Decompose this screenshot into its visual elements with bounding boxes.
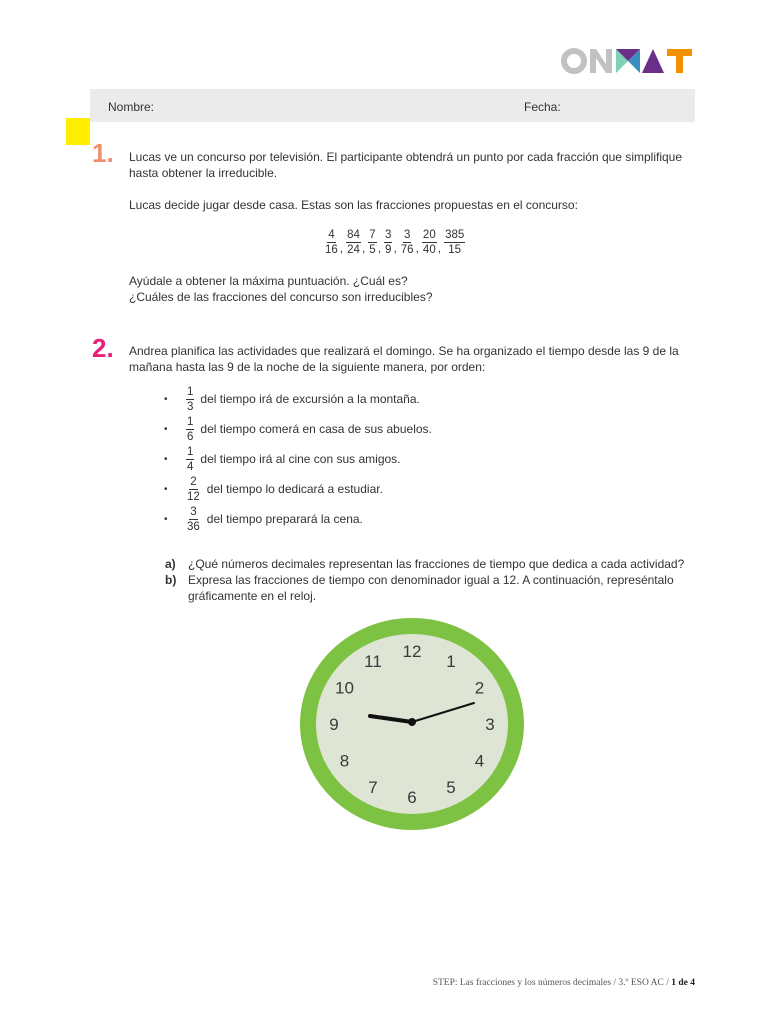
- clock-number: 10: [335, 678, 354, 698]
- exercise-1-question-1: Ayúdale a obtener la máxima puntuación. ¿Cuál es?: [129, 274, 408, 288]
- fraction: [368, 229, 376, 256]
- yellow-accent-square: [66, 118, 90, 145]
- bullet-point: •: [164, 453, 168, 465]
- fraction-denominator: 36: [187, 520, 200, 533]
- fraction-denominator: 5: [369, 244, 376, 256]
- clock-number: 5: [446, 778, 456, 798]
- fraction: [186, 506, 201, 533]
- fraction: [422, 229, 437, 256]
- activity-text: del tiempo lo dedicará a estudiar.: [206, 482, 383, 496]
- fraction: [324, 229, 339, 256]
- onmat-logo: [561, 48, 693, 74]
- header-bar: [90, 89, 695, 122]
- fraction-numerator: 2: [190, 475, 197, 488]
- fraction-numerator: 1: [187, 415, 194, 428]
- fraction-separator: ,: [415, 240, 419, 255]
- bullet-point: •: [164, 393, 168, 405]
- fraction: [186, 386, 194, 413]
- activity-item: [164, 444, 432, 474]
- clock-number: 2: [474, 678, 485, 698]
- clock-number: 3: [485, 715, 495, 734]
- part-b-text: Expresa las fracciones de tiempo con denominador igual a 12. A continuación, represéntalo gráficamente en el reloj.: [188, 573, 674, 603]
- part-a-text: ¿Qué números decimales representan las fracciones de tiempo que dedica a cada actividad?: [188, 557, 685, 571]
- exercise-1-number: 1.: [92, 138, 114, 168]
- activity-item: [164, 384, 432, 414]
- fraction-separator: ,: [377, 240, 382, 255]
- fraction-numerator: 84: [347, 229, 360, 241]
- clock-number: 6: [407, 788, 417, 807]
- activity-text: del tiempo preparará la cena.: [206, 512, 363, 526]
- fraction-separator: ,: [339, 240, 344, 255]
- date-label: Fecha:: [524, 100, 561, 114]
- clock-number: 7: [368, 778, 378, 798]
- footer: [0, 978, 695, 988]
- exercise-1-question-2: ¿Cuáles de las fracciones del concurso son irreducibles?: [129, 290, 433, 304]
- fraction-separator: ,: [393, 240, 397, 255]
- part-b-letter: b): [165, 573, 177, 587]
- activity-item: [164, 504, 432, 534]
- fraction-numerator: 20: [422, 229, 436, 241]
- activity-text: del tiempo comerá en casa de sus abuelos.: [200, 422, 432, 436]
- fraction-numerator: 1: [187, 445, 194, 458]
- activity-item: [164, 414, 432, 444]
- clock-number: 9: [329, 715, 339, 734]
- fraction-denominator: 3: [187, 400, 194, 413]
- fraction: [444, 229, 465, 256]
- fraction-denominator: 16: [325, 244, 338, 256]
- activity-text: del tiempo irá de excursión a la montaña.: [200, 392, 420, 406]
- fraction-denominator: 40: [422, 244, 436, 256]
- exercise-2-number: 2.: [92, 333, 114, 363]
- analog-clock: [300, 618, 524, 830]
- fraction: [186, 476, 201, 503]
- fraction-list: [324, 229, 465, 256]
- fraction-numerator: 3: [385, 229, 392, 241]
- fraction: [346, 229, 361, 256]
- fraction-denominator: 4: [187, 460, 194, 473]
- activity-list: [164, 384, 432, 534]
- fraction-numerator: 3: [403, 229, 411, 241]
- clock-number: 4: [474, 751, 485, 771]
- fraction-denominator: 76: [400, 244, 414, 256]
- fraction-separator: ,: [437, 240, 442, 255]
- fraction-numerator: 4: [328, 229, 335, 241]
- fraction-denominator: 24: [347, 244, 360, 256]
- fraction-numerator: 7: [369, 229, 376, 241]
- bullet-point: •: [164, 423, 168, 435]
- activity-text: del tiempo irá al cine con sus amigos.: [200, 452, 401, 466]
- clock-number: 11: [364, 651, 382, 671]
- fraction: [384, 229, 392, 256]
- exercise-1-setup: Lucas decide jugar desde casa. Estas son las fracciones propuestas en el concurso:: [129, 198, 578, 212]
- footer-text: STEP: Las fracciones y los números decimales / 3.º ESO AC /: [432, 978, 669, 988]
- fraction: [186, 416, 194, 443]
- activity-item: [164, 474, 432, 504]
- fraction-denominator: 15: [448, 244, 462, 256]
- name-label: Nombre:: [108, 100, 155, 114]
- fraction-denominator: 6: [187, 430, 194, 443]
- clock-center: [408, 718, 416, 726]
- fraction-separator: ,: [361, 240, 366, 255]
- exercise-2-intro: Andrea planifica las actividades que realizará el domingo. Se ha organizado el tiempo desde las 9 de la mañana hasta las 9 de la noche de la siguiente manera, por orden:: [129, 344, 679, 374]
- bullet-point: •: [164, 513, 168, 525]
- clock-number: 8: [339, 751, 350, 771]
- fraction-numerator: 385: [445, 229, 465, 241]
- part-a-letter: a): [165, 557, 176, 571]
- exercise-1-intro: Lucas ve un concurso por televisión. El participante obtendrá un punto por cada fracción que simplifique hasta obtener la irreducible.: [129, 150, 683, 180]
- fraction: [186, 446, 194, 473]
- fraction-denominator: 9: [385, 244, 392, 256]
- fraction-numerator: 3: [190, 505, 197, 518]
- fraction-denominator: 12: [187, 490, 200, 503]
- fraction-numerator: 1: [187, 385, 194, 398]
- bullet-point: •: [164, 483, 168, 495]
- clock-number: 1: [446, 651, 456, 671]
- fraction: [400, 229, 415, 256]
- footer-page: 1 de 4: [671, 978, 695, 988]
- clock-number: 12: [402, 642, 422, 661]
